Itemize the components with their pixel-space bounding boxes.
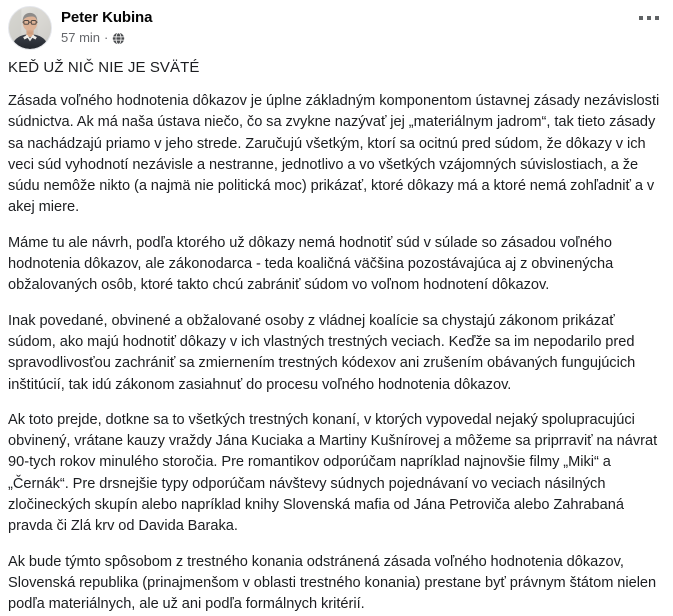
post-timestamp[interactable]: 57 min xyxy=(61,30,101,45)
post-meta xyxy=(61,29,152,46)
post-body xyxy=(0,57,673,616)
post-paragraph-1: Zásada voľného hodnotenia dôkazov je úplne základným komponentom ústavnej zásady nezávislosti súdnictva. Ak má naša ústava niečo, čo sa zvykne nazývať jej „materiálnym jadrom“, tak tieto zásady sa nachádzajú priamo v jeho strede. Zaručujú všetkým, ktorí sa ocitnú pred súdom, že dôkazy v ich veci súd vyhodnotí nezávisle a nestranne, jednotlivo a vo všetkých vzájomných súvislostiach, a že súdu nemôže nikto (a najmä nie politická moc) prikázať, ktoré dôkazy má a ktoré nemá zohľadniť a v akej miere. xyxy=(8,93,660,216)
ellipsis-dot xyxy=(647,16,651,20)
meta-separator: · xyxy=(104,30,109,45)
post-paragraph-2: Máme tu ale návrh, podľa ktorého už dôkazy nemá hodnotiť súd v súlade so zásadou voľného hodnotenia dôkazov, ale zákonodarca - teda koaličná väčšina pozostávajúca aj z obvinenýcha obžalovaných osôb, ktoré takto chcú zabrániť súdom vo voľnom hodnotení dôkazov. xyxy=(8,234,614,294)
ellipsis-dot xyxy=(655,16,659,20)
post-options-button[interactable] xyxy=(639,16,659,20)
globe-icon[interactable] xyxy=(112,32,125,45)
ellipsis-dot xyxy=(639,16,643,20)
post-title: KEĎ UŽ NIČ NIE JE SVÄTÉ xyxy=(8,59,200,76)
avatar[interactable] xyxy=(8,6,52,50)
post-paragraph-4: Ak toto prejde, dotkne sa to všetkých trestných konaní, v ktorých vypovedal nejaký spolupracujúci obvinený, vrátane kauzy vraždy Jána Kuciaka a Martiny Kušnírovej a môžeme sa priprraviť na návrat 90-tych rokov minulého storočia. Pre romantikov odporúčam napríklad najnovšie filmy „Miki“ a „Černák“. Pre drsnejšie typy odporúčam návštevy súdnych pojednávaní vo veciach násilných zločineckých skupín alebo napríklad knihy Slovenská mafia od Jána Petroviča alebo Zahrabaná pravda či Zlá krv od Davida Baraka. xyxy=(8,411,658,535)
post-paragraph-5: Ak bude týmto spôsobom z trestného konania odstránená zásada voľného hodnotenia dôkazov, Slovenská republika (prinajmenšom v oblasti trestného konania) prestane byť právnym štátom nielen podľa materiálnych, ale už ani podľa formálnych kritérií. xyxy=(8,553,657,613)
post-header xyxy=(0,0,673,52)
author-name[interactable]: Peter Kubina xyxy=(61,9,153,26)
post-author-block xyxy=(61,6,152,46)
post-paragraph-3: Inak povedané, obvinené a obžalované osoby z vládnej koalície sa chystajú zákonom prikázať súdom, ako majú hodnotiť dôkazy v ich vlastných trestných veciach. Keďže sa im nepodarilo pred spravodlivosťou zachrániť sa zmiernením trestných kódexov ani zrušením obávaných fungujúcich inštitúcií, tak idú zákonom zasiahnuť do procesu voľného hodnotenia dôkazov. xyxy=(8,312,636,393)
